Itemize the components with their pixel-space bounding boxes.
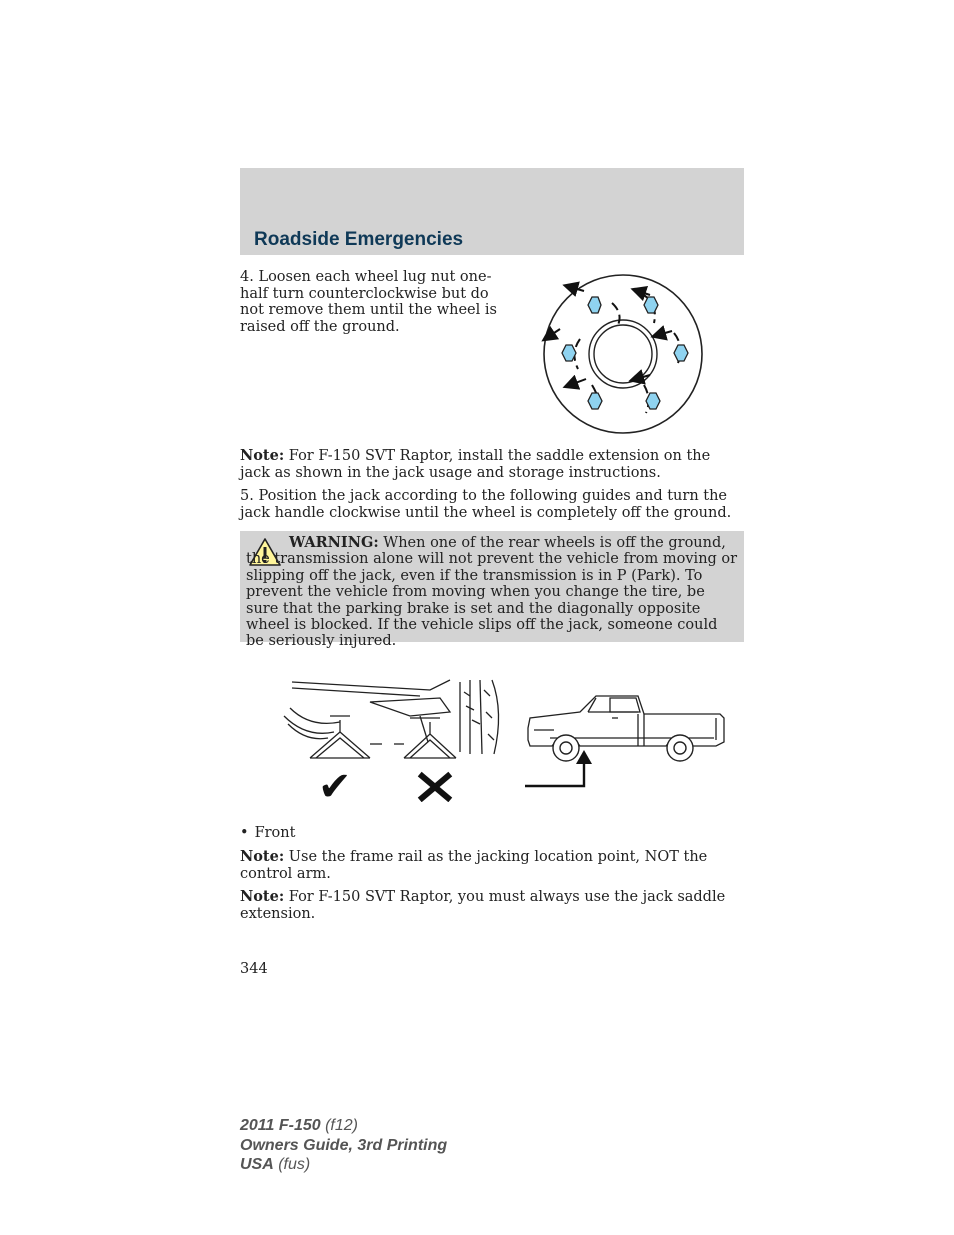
note-saddle-extension [240, 448, 744, 481]
section-title: Roadside Emergencies [254, 229, 464, 250]
warning-body: When one of the rear wheels is off the ground, the transmission alone will not prevent the vehicle from moving or slipping off the jack, even if the transmission is in P (Park). To prevent the vehicle from moving when you change the tire, be sure that the parking brake is set and the diagonally opposite wheel is blocked. If the vehicle slips off the jack, someone could be seriously injured. [246, 535, 738, 650]
front-wheel [553, 735, 579, 761]
note-label: Note: [240, 888, 285, 905]
section-header-band [240, 168, 744, 255]
footer-edition: Owners Guide, 3rd Printing [240, 1136, 448, 1154]
note-label: Note: [240, 447, 285, 464]
lug-nut-icon [644, 297, 658, 313]
page-number: 344 [240, 961, 268, 977]
bullet-front [240, 825, 295, 842]
bullet-text: Front [254, 825, 296, 841]
note-frame-rail [240, 849, 744, 882]
check-mark-icon: ✔ [318, 764, 352, 802]
truck-jack-location-illustration [520, 688, 730, 800]
footer-line-3 [240, 1155, 447, 1175]
note-jack-saddle [240, 889, 744, 922]
wheel-lug-nut-illustration [540, 273, 706, 435]
note-label: Note: [240, 848, 285, 865]
footer-line-1 [240, 1116, 447, 1136]
note-text: For F-150 SVT Raptor, you must always use the jack saddle extension. [240, 889, 726, 922]
lug-nut-icon [588, 393, 602, 409]
lug-nut-icon [646, 393, 660, 409]
footer-region: USA [240, 1156, 274, 1173]
step-4-text: 4. Loosen each wheel lug nut one-half turn counterclockwise but do not remove them until the wheel is raised off the ground. [240, 269, 497, 335]
note-text: Use the frame rail as the jacking location point, NOT the control arm. [240, 849, 708, 882]
footer-line-2 [240, 1136, 447, 1156]
wrong-x-icon [422, 776, 448, 798]
note-text: For F-150 SVT Raptor, install the saddle extension on the jack as shown in the jack usage and storage instructions. [240, 448, 711, 481]
bullet-dot: • [240, 825, 249, 841]
warning-box [240, 531, 744, 650]
rear-wheel [667, 735, 693, 761]
step-5-text: 5. Position the jack according to the following guides and turn the jack handle clockwise until the wheel is completely off the ground. [240, 488, 732, 521]
jack-placement-illustration [270, 672, 510, 802]
warning-label: WARNING: [289, 534, 379, 551]
warning-text [246, 535, 738, 650]
footer-model-code: (f12) [320, 1117, 358, 1134]
lug-nut-icon [674, 345, 688, 361]
footer-model: 2011 F-150 [240, 1117, 321, 1134]
lug-nut-icon [562, 345, 576, 361]
jack-location-arrow-icon [525, 762, 584, 786]
footer-region-code: (fus) [273, 1156, 311, 1173]
document-footer [240, 1116, 447, 1175]
